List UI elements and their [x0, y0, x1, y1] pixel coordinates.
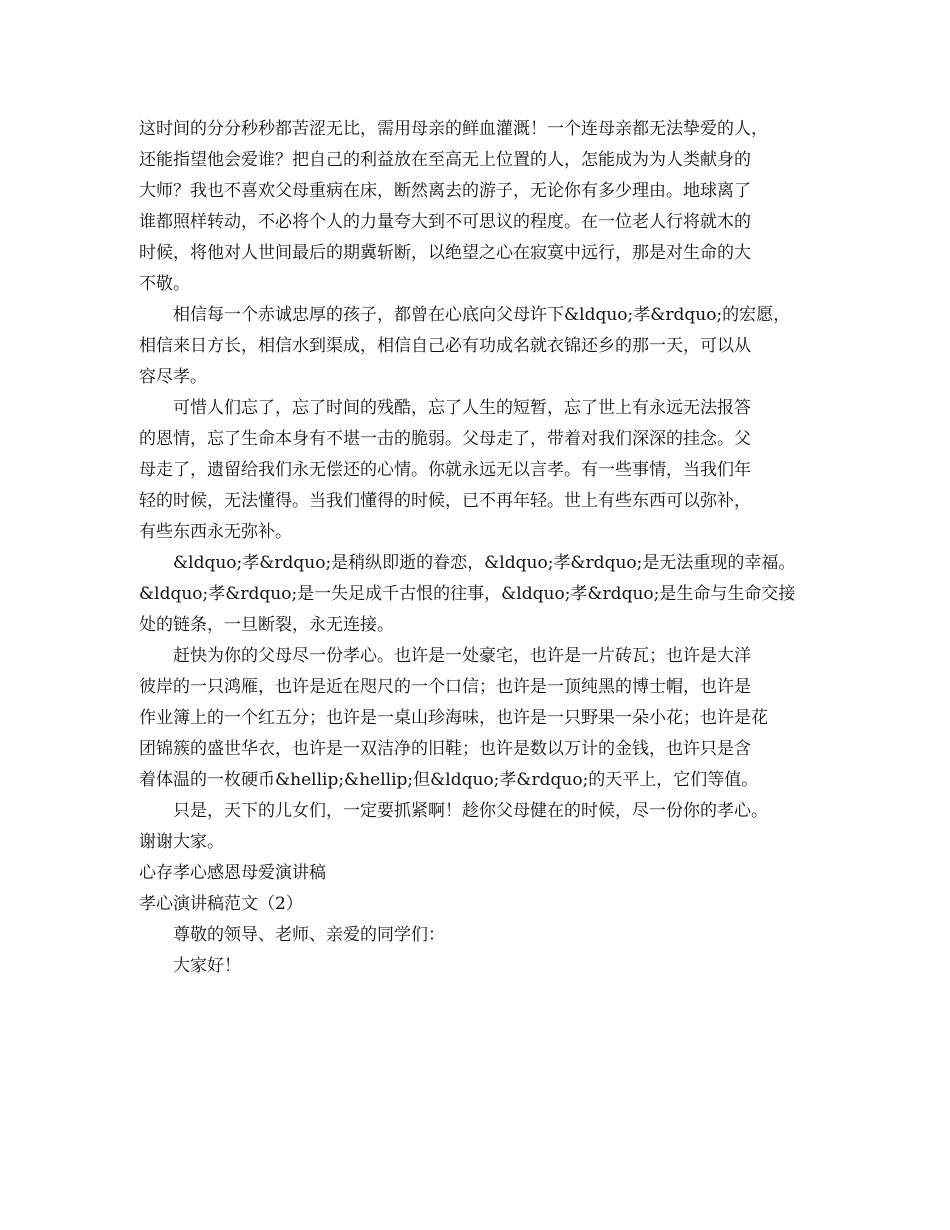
text-line: 母走了，遗留给我们永无偿还的心情。你就永远无以言孝。有一些事情，当我们年 [139, 460, 751, 480]
greeting-text: 大家好！ [173, 956, 241, 976]
paragraph-3 [139, 393, 829, 548]
text-line: 还能指望他会爱谁？把自己的利益放在至高无上位置的人，怎能成为为人类献身的 [139, 150, 751, 170]
text-line: 相信每一个赤诚忠厚的孩子，都曾在心底向父母许下&ldquo;孝&rdquo;的宏愿， [173, 305, 791, 325]
paragraph-2 [139, 300, 829, 393]
heading-line-1 [139, 858, 829, 889]
text-line: 谢谢大家。 [139, 832, 224, 852]
text-line: 轻的时候，无法懂得。当我们懂得的时候，已不再年轻。世上有些东西可以弥补， [139, 491, 751, 511]
text-line: 处的链条，一旦断裂，永无连接。 [139, 615, 394, 635]
text-line: 时候，将他对人世间最后的期冀斩断，以绝望之心在寂寞中远行，那是对生命的大 [139, 243, 751, 263]
text-line: 容尽孝。 [139, 367, 207, 387]
text-line: 大师？我也不喜欢父母重病在床，断然离去的游子，无论你有多少理由。地球离了 [139, 181, 751, 201]
text-line: 不敬。 [139, 274, 190, 294]
text-line: &ldquo;孝&rdquo;是稍纵即逝的眷恋，&ldquo;孝&rdquo;是无法重现的幸福。 [173, 553, 796, 573]
paragraph-4 [139, 548, 829, 641]
salutation-text: 尊敬的领导、老师、亲爱的同学们： [173, 925, 445, 945]
text-line: 作业簿上的一个红五分；也许是一桌山珍海味，也许是一只野果一朵小花；也许是花 [139, 708, 768, 728]
document-body [139, 114, 829, 982]
text-line: 着体温的一枚硬币&hellip;&hellip;但&ldquo;孝&rdquo;的天平上，它们等值。 [139, 770, 759, 790]
paragraph-1 [139, 114, 829, 300]
text-line: 的恩情，忘了生命本身有不堪一击的脆弱。父母走了，带着对我们深深的挂念。父 [139, 429, 751, 449]
salutation [139, 920, 829, 951]
text-line: 这时间的分分秒秒都苦涩无比，需用母亲的鲜血灌溉！一个连母亲都无法挚爱的人， [139, 119, 768, 139]
text-line: 谁都照样转动，不必将个人的力量夸大到不可思议的程度。在一位老人行将就木的 [139, 212, 751, 232]
greeting [139, 951, 829, 982]
paragraph-6 [139, 796, 829, 858]
text-line: &ldquo;孝&rdquo;是一失足成千古恨的往事，&ldquo;孝&rdquo;是生命与生命交接 [139, 584, 796, 604]
section-subtitle: 孝心演讲稿范文（2） [139, 894, 303, 914]
text-line: 有些东西永无弥补。 [139, 522, 292, 542]
paragraph-5 [139, 641, 829, 796]
text-line: 赶快为你的父母尽一份孝心。也许是一处豪宅，也许是一片砖瓦；也许是大洋 [173, 646, 751, 666]
text-line: 可惜人们忘了，忘了时间的残酷，忘了人生的短暂，忘了世上有永远无法报答 [173, 398, 751, 418]
heading-line-2 [139, 889, 829, 920]
text-line: 团锦簇的盛世华衣，也许是一双洁净的旧鞋；也许是数以万计的金钱，也许只是含 [139, 739, 751, 759]
text-line: 相信来日方长，相信水到渠成，相信自己必有功成名就衣锦还乡的那一天，可以从 [139, 336, 751, 356]
section-title: 心存孝心感恩母爱演讲稿 [139, 863, 326, 883]
text-line: 只是，天下的儿女们，一定要抓紧啊！趁你父母健在的时候，尽一份你的孝心。 [173, 801, 768, 821]
text-line: 彼岸的一只鸿雁，也许是近在咫尺的一个口信；也许是一顶纯黑的博士帽，也许是 [139, 677, 751, 697]
